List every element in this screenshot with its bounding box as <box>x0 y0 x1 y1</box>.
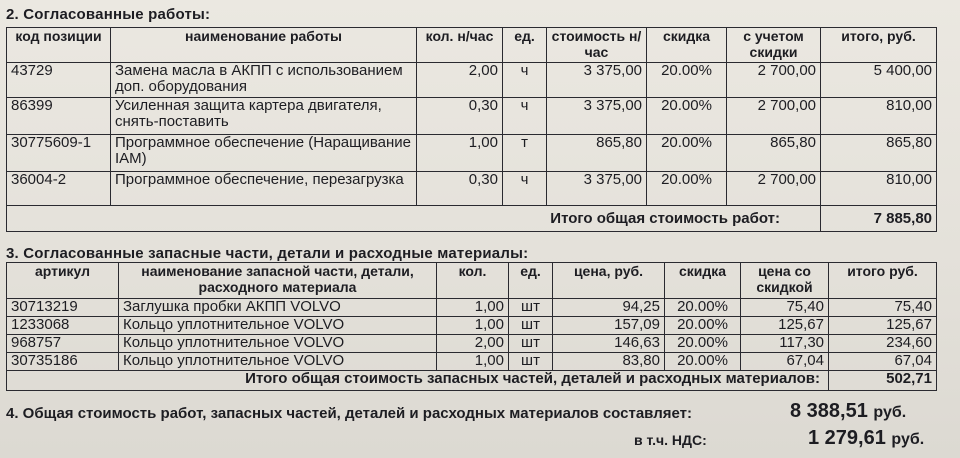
parts-price: 94,25 <box>553 299 665 317</box>
parts-row <box>7 335 937 353</box>
works-total: 810,00 <box>821 98 937 135</box>
works-total: 810,00 <box>821 172 937 206</box>
parts-name: Кольцо уплотнительное VOLVO <box>119 317 437 335</box>
works-name: Замена масла в АКПП с использованием доп. оборудования <box>111 63 417 98</box>
works-total-row <box>7 206 937 232</box>
parts-qty: 1,00 <box>437 353 509 371</box>
works-name: Программное обеспечение, перезагрузка <box>111 172 417 206</box>
parts-header-name: наименование запасной части, детали, расходного материала <box>119 263 437 299</box>
parts-price: 157,09 <box>553 317 665 335</box>
parts-row <box>7 299 937 317</box>
parts-article: 1233068 <box>7 317 119 335</box>
parts-unit: шт <box>509 335 553 353</box>
works-row <box>7 98 937 135</box>
parts-price-discount: 125,67 <box>741 317 829 335</box>
works-row <box>7 63 937 98</box>
parts-price-discount: 117,30 <box>741 335 829 353</box>
parts-header-unit: ед. <box>509 263 553 299</box>
works-discount: 20.00% <box>647 172 727 206</box>
works-section-title: 2. Согласованные работы: <box>6 6 211 23</box>
works-header-cost: стоимость н/час <box>547 28 647 63</box>
works-with-discount: 2 700,00 <box>727 98 821 135</box>
grand-total-currency: руб. <box>873 404 907 421</box>
parts-price: 83,80 <box>553 353 665 371</box>
works-name: Программное обеспечение (Наращивание IAM) <box>111 135 417 172</box>
parts-header-article: артикул <box>7 263 119 299</box>
parts-qty: 1,00 <box>437 299 509 317</box>
works-with-discount: 2 700,00 <box>727 63 821 98</box>
parts-discount: 20.00% <box>665 353 741 371</box>
works-unit: ч <box>503 98 547 135</box>
works-qty: 2,00 <box>417 63 503 98</box>
parts-unit: шт <box>509 317 553 335</box>
works-header-total: итого, руб. <box>821 28 937 63</box>
vat-currency: руб. <box>891 431 925 448</box>
works-qty: 1,00 <box>417 135 503 172</box>
parts-total-label: Итого общая стоимость запасных частей, деталей и расходных материалов: <box>7 371 829 391</box>
works-code: 86399 <box>7 98 111 135</box>
works-discount: 20.00% <box>647 63 727 98</box>
parts-total-value: 502,71 <box>829 371 937 391</box>
works-name: Усиленная защита картера двигателя, снять-поставить <box>111 98 417 135</box>
works-discount: 20.00% <box>647 135 727 172</box>
works-header-code: код позиции <box>7 28 111 63</box>
works-total-label: Итого общая стоимость работ: <box>7 206 821 232</box>
works-code: 43729 <box>7 63 111 98</box>
parts-section-title: 3. Согласованные запасные части, детали и расходные материалы: <box>6 245 529 262</box>
vat-value <box>808 427 924 450</box>
parts-header-row <box>7 263 937 299</box>
works-header-name: наименование работы <box>111 28 417 63</box>
works-header-discount: скидка <box>647 28 727 63</box>
works-header-with-discount: с учетом скидки <box>727 28 821 63</box>
works-header-qty: кол. н/час <box>417 28 503 63</box>
works-row <box>7 172 937 206</box>
grand-total-amount: 8 388,51 <box>790 400 868 422</box>
works-qty: 0,30 <box>417 172 503 206</box>
works-with-discount: 865,80 <box>727 135 821 172</box>
works-cost: 3 375,00 <box>547 63 647 98</box>
works-code: 36004-2 <box>7 172 111 206</box>
parts-article: 30713219 <box>7 299 119 317</box>
works-unit: т <box>503 135 547 172</box>
works-header-row <box>7 28 937 63</box>
works-header-unit: ед. <box>503 28 547 63</box>
parts-total: 125,67 <box>829 317 937 335</box>
parts-price-discount: 75,40 <box>741 299 829 317</box>
works-total: 865,80 <box>821 135 937 172</box>
parts-qty: 2,00 <box>437 335 509 353</box>
parts-name: Кольцо уплотнительное VOLVO <box>119 335 437 353</box>
parts-header-price: цена, руб. <box>553 263 665 299</box>
works-with-discount: 2 700,00 <box>727 172 821 206</box>
parts-qty: 1,00 <box>437 317 509 335</box>
works-total: 5 400,00 <box>821 63 937 98</box>
parts-unit: шт <box>509 353 553 371</box>
parts-name: Кольцо уплотнительное VOLVO <box>119 353 437 371</box>
parts-article: 968757 <box>7 335 119 353</box>
parts-unit: шт <box>509 299 553 317</box>
works-total-value: 7 885,80 <box>821 206 937 232</box>
parts-header-qty: кол. <box>437 263 509 299</box>
parts-discount: 20.00% <box>665 335 741 353</box>
works-discount: 20.00% <box>647 98 727 135</box>
works-code: 30775609-1 <box>7 135 111 172</box>
works-qty: 0,30 <box>417 98 503 135</box>
parts-table <box>6 262 937 391</box>
parts-row <box>7 353 937 371</box>
parts-total: 67,04 <box>829 353 937 371</box>
works-cost: 3 375,00 <box>547 172 647 206</box>
grand-total-value <box>790 400 906 423</box>
parts-header-discount: скидка <box>665 263 741 299</box>
parts-discount: 20.00% <box>665 299 741 317</box>
parts-article: 30735186 <box>7 353 119 371</box>
vat-label: в т.ч. НДС: <box>634 432 707 448</box>
parts-total: 234,60 <box>829 335 937 353</box>
grand-total-label: 4. Общая стоимость работ, запасных частей, деталей и расходных материалов составляет: <box>6 405 692 422</box>
parts-name: Заглушка пробки АКПП VOLVO <box>119 299 437 317</box>
works-unit: ч <box>503 63 547 98</box>
vat-amount: 1 279,61 <box>808 427 886 449</box>
parts-header-total: итого руб. <box>829 263 937 299</box>
parts-price: 146,63 <box>553 335 665 353</box>
parts-header-price-discount: цена со скидкой <box>741 263 829 299</box>
works-cost: 865,80 <box>547 135 647 172</box>
parts-discount: 20.00% <box>665 317 741 335</box>
works-unit: ч <box>503 172 547 206</box>
parts-total-row <box>7 371 937 391</box>
works-row <box>7 135 937 172</box>
works-table <box>6 27 937 232</box>
parts-price-discount: 67,04 <box>741 353 829 371</box>
parts-row <box>7 317 937 335</box>
parts-total: 75,40 <box>829 299 937 317</box>
works-cost: 3 375,00 <box>547 98 647 135</box>
